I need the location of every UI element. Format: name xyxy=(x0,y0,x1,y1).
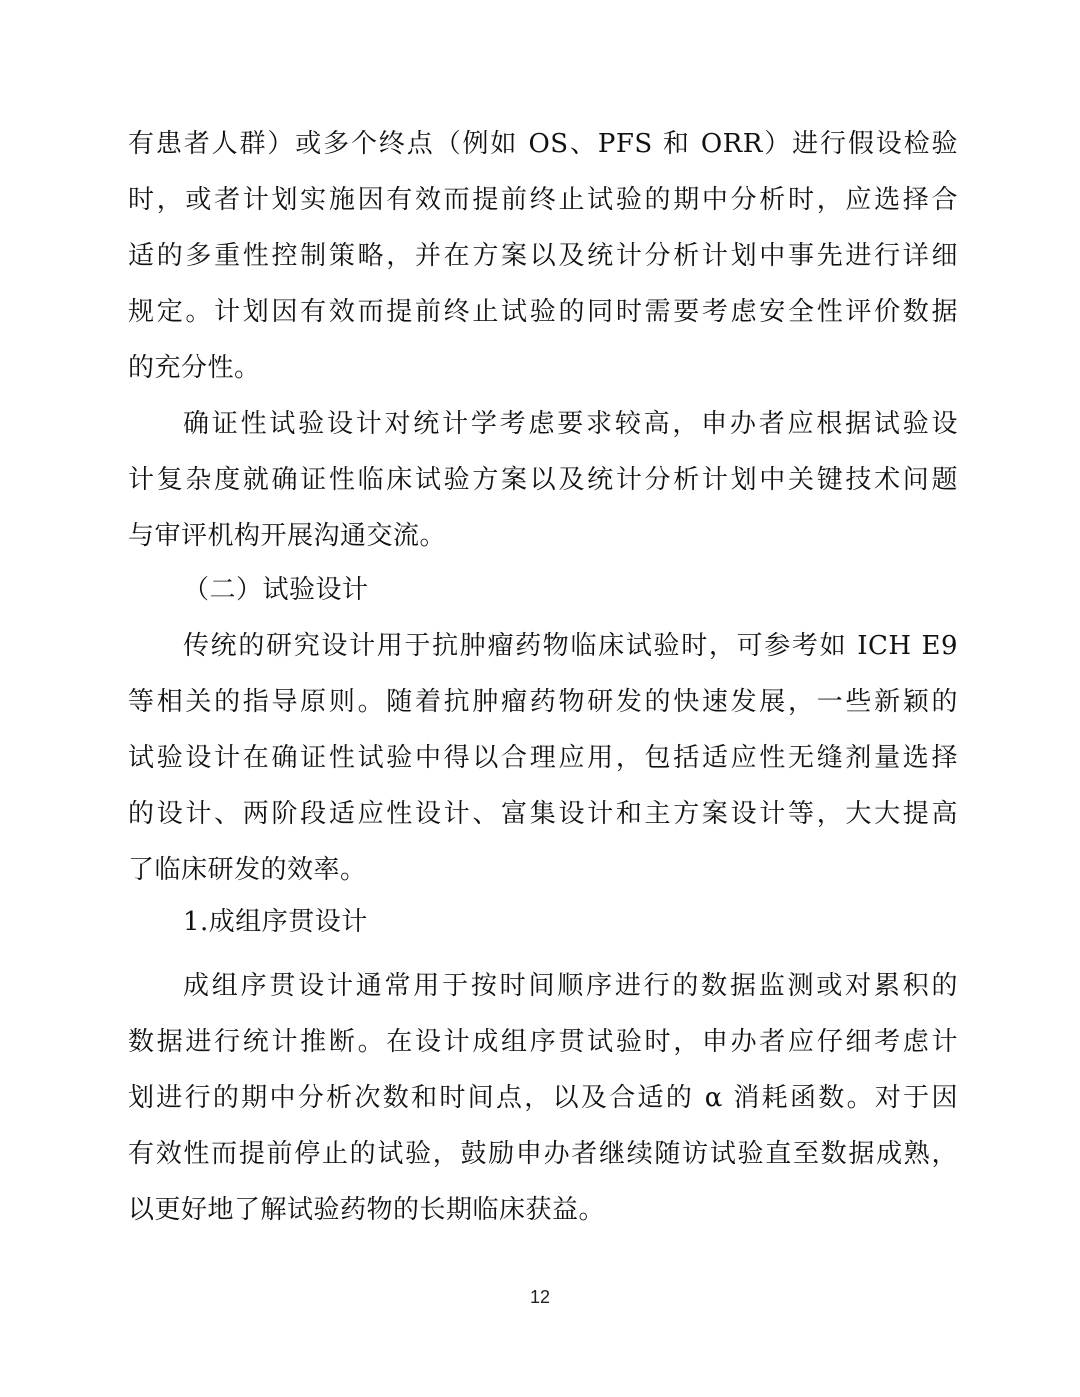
page-number: 12 xyxy=(529,1287,551,1307)
paragraph-line: 以更好地了解试验药物的长期临床获益。 xyxy=(128,1195,606,1225)
paragraph-line: 计复杂度就确证性临床试验方案以及统计分析计划中关键技术问题 xyxy=(128,465,958,495)
paragraph-line: 成组序贯设计通常用于按时间顺序进行的数据监测或对累积的 xyxy=(183,971,958,1001)
paragraph-line: 适的多重性控制策略，并在方案以及统计分析计划中事先进行详细 xyxy=(128,241,958,271)
paragraph-line: 等相关的指导原则。随着抗肿瘤药物研发的快速发展，一些新颖的 xyxy=(128,687,958,717)
subsection-heading: 1.成组序贯设计 xyxy=(183,907,368,937)
section-heading: （二）试验设计 xyxy=(183,575,369,605)
paragraph-line: 有效性而提前停止的试验，鼓励申办者继续随访试验直至数据成熟， xyxy=(128,1139,958,1169)
paragraph-line: 确证性试验设计对统计学考虑要求较高，申办者应根据试验设 xyxy=(183,409,958,439)
paragraph-line: 有患者人群）或多个终点（例如 OS、PFS 和 ORR）进行假设检验 xyxy=(128,129,958,159)
paragraph-line: 数据进行统计推断。在设计成组序贯试验时，申办者应仔细考虑计 xyxy=(128,1027,958,1057)
paragraph-line: 的充分性。 xyxy=(128,353,261,383)
paragraph-line: 了临床研发的效率。 xyxy=(128,855,367,885)
paragraph-line: 时，或者计划实施因有效而提前终止试验的期中分析时，应选择合 xyxy=(128,185,958,215)
paragraph-line: 的设计、两阶段适应性设计、富集设计和主方案设计等，大大提高 xyxy=(128,799,958,829)
paragraph-line: 与审评机构开展沟通交流。 xyxy=(128,521,447,551)
paragraph-line: 划进行的期中分析次数和时间点，以及合适的 α 消耗函数。对于因 xyxy=(128,1083,958,1113)
paragraph-line: 传统的研究设计用于抗肿瘤药物临床试验时，可参考如 ICH E9 xyxy=(183,631,958,661)
paragraph-line: 规定。计划因有效而提前终止试验的同时需要考虑安全性评价数据 xyxy=(128,297,958,327)
paragraph-line: 试验设计在确证性试验中得以合理应用，包括适应性无缝剂量选择 xyxy=(128,743,958,773)
